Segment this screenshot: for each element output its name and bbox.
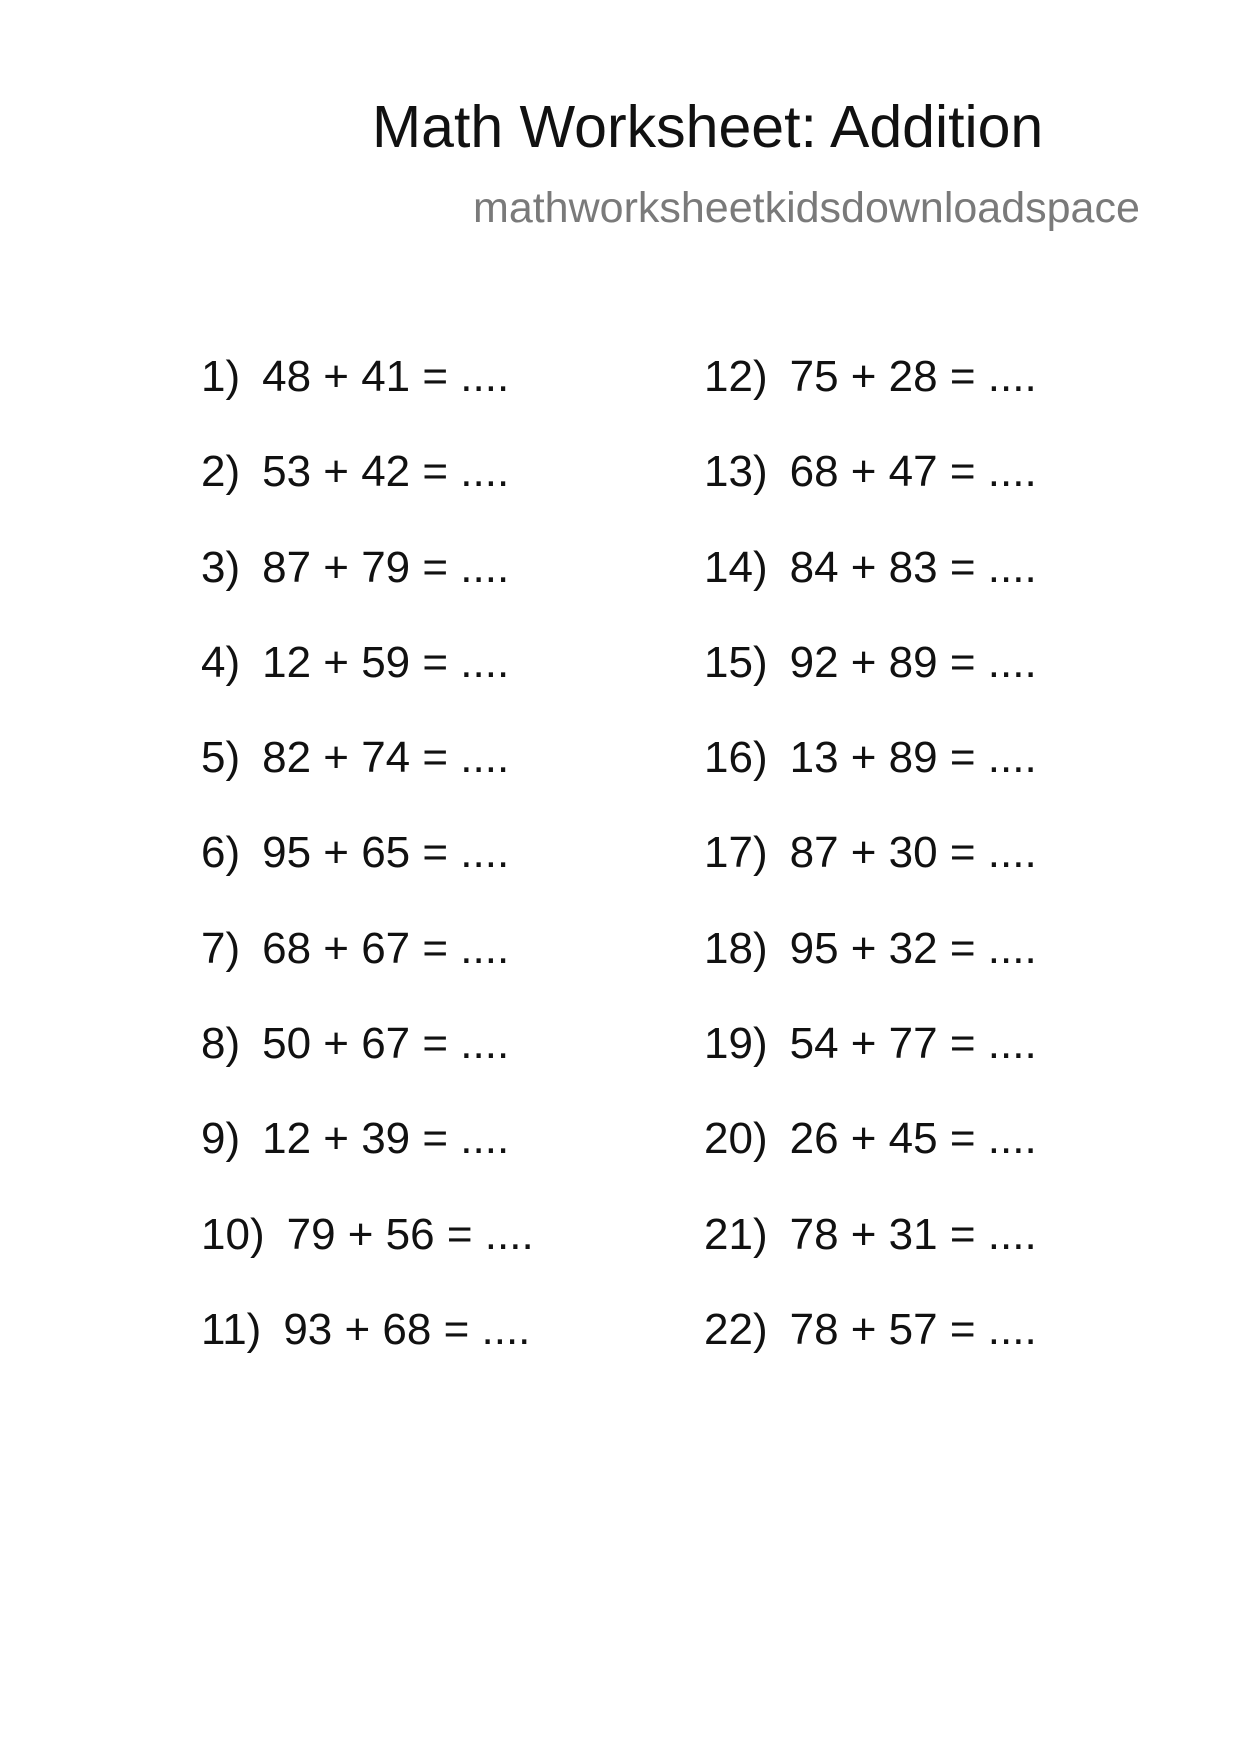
problem-number: 19) xyxy=(704,1019,768,1069)
problem-13 xyxy=(704,447,1037,545)
problem-number: 18) xyxy=(704,923,768,973)
problem-5 xyxy=(201,733,534,831)
problem-number: 20) xyxy=(704,1114,768,1164)
problem-number: 14) xyxy=(704,542,768,592)
problem-6 xyxy=(201,828,534,926)
problem-expression: 75 + 28 = .... xyxy=(789,352,1037,401)
problem-18 xyxy=(704,923,1037,1022)
problem-expression: 84 + 83 = .... xyxy=(789,542,1037,592)
problem-expression: 68 + 67 = .... xyxy=(262,923,510,973)
problem-number: 8) xyxy=(201,1019,241,1069)
problem-7 xyxy=(201,923,534,1022)
problem-20 xyxy=(704,1114,1037,1212)
problem-column-right xyxy=(704,352,1037,1403)
problem-number: 11) xyxy=(201,1304,262,1354)
problem-expression: 68 + 47 = .... xyxy=(789,447,1037,497)
problem-10 xyxy=(201,1209,534,1308)
problem-number: 13) xyxy=(704,447,768,497)
problem-number: 3) xyxy=(201,542,241,592)
problem-11 xyxy=(201,1304,534,1403)
problem-expression: 53 + 42 = .... xyxy=(262,447,510,497)
site-watermark: mathworksheetkidsdownloadspace xyxy=(473,184,1140,232)
problem-3 xyxy=(201,542,534,641)
problem-number: 12) xyxy=(704,352,768,401)
problem-number: 1) xyxy=(201,352,241,401)
problem-number: 9) xyxy=(201,1114,241,1164)
problem-number: 7) xyxy=(201,923,241,973)
problem-expression: 78 + 57 = .... xyxy=(789,1304,1037,1354)
problem-1 xyxy=(201,352,534,450)
problem-expression: 78 + 31 = .... xyxy=(789,1209,1037,1259)
problem-number: 5) xyxy=(201,733,241,783)
page-title: Math Worksheet: Addition xyxy=(372,94,1044,160)
problem-8 xyxy=(201,1019,534,1117)
problem-expression: 26 + 45 = .... xyxy=(789,1114,1037,1164)
problem-22 xyxy=(704,1304,1037,1403)
problem-19 xyxy=(704,1019,1037,1117)
problem-number: 2) xyxy=(201,447,241,497)
problem-2 xyxy=(201,447,534,545)
problem-expression: 95 + 65 = .... xyxy=(262,828,510,878)
problem-expression: 92 + 89 = .... xyxy=(789,637,1037,687)
problem-expression: 12 + 39 = .... xyxy=(262,1114,510,1164)
problem-15 xyxy=(704,637,1037,736)
problem-expression: 82 + 74 = .... xyxy=(262,733,510,783)
problem-expression: 54 + 77 = .... xyxy=(789,1019,1037,1069)
problem-number: 6) xyxy=(201,828,241,878)
problem-21 xyxy=(704,1209,1037,1308)
problem-number: 17) xyxy=(704,828,768,878)
problem-16 xyxy=(704,733,1037,831)
problem-12 xyxy=(704,352,1037,450)
problem-expression: 95 + 32 = .... xyxy=(789,923,1037,973)
problem-expression: 93 + 68 = .... xyxy=(283,1304,531,1354)
problem-9 xyxy=(201,1114,534,1212)
problem-expression: 13 + 89 = .... xyxy=(789,733,1037,783)
problem-column-left xyxy=(201,352,534,1403)
problem-number: 10) xyxy=(201,1209,265,1259)
problem-expression: 48 + 41 = .... xyxy=(262,352,510,401)
problem-number: 21) xyxy=(704,1209,768,1259)
problem-4 xyxy=(201,637,534,736)
problem-expression: 87 + 30 = .... xyxy=(789,828,1037,878)
problem-number: 16) xyxy=(704,733,768,783)
problem-number: 22) xyxy=(704,1304,768,1354)
problem-expression: 79 + 56 = .... xyxy=(286,1209,534,1259)
problem-number: 15) xyxy=(704,637,768,687)
problem-14 xyxy=(704,542,1037,641)
problem-expression: 12 + 59 = .... xyxy=(262,637,510,687)
problem-expression: 87 + 79 = .... xyxy=(262,542,510,592)
problem-number: 4) xyxy=(201,637,241,687)
problem-17 xyxy=(704,828,1037,926)
problem-expression: 50 + 67 = .... xyxy=(262,1019,510,1069)
